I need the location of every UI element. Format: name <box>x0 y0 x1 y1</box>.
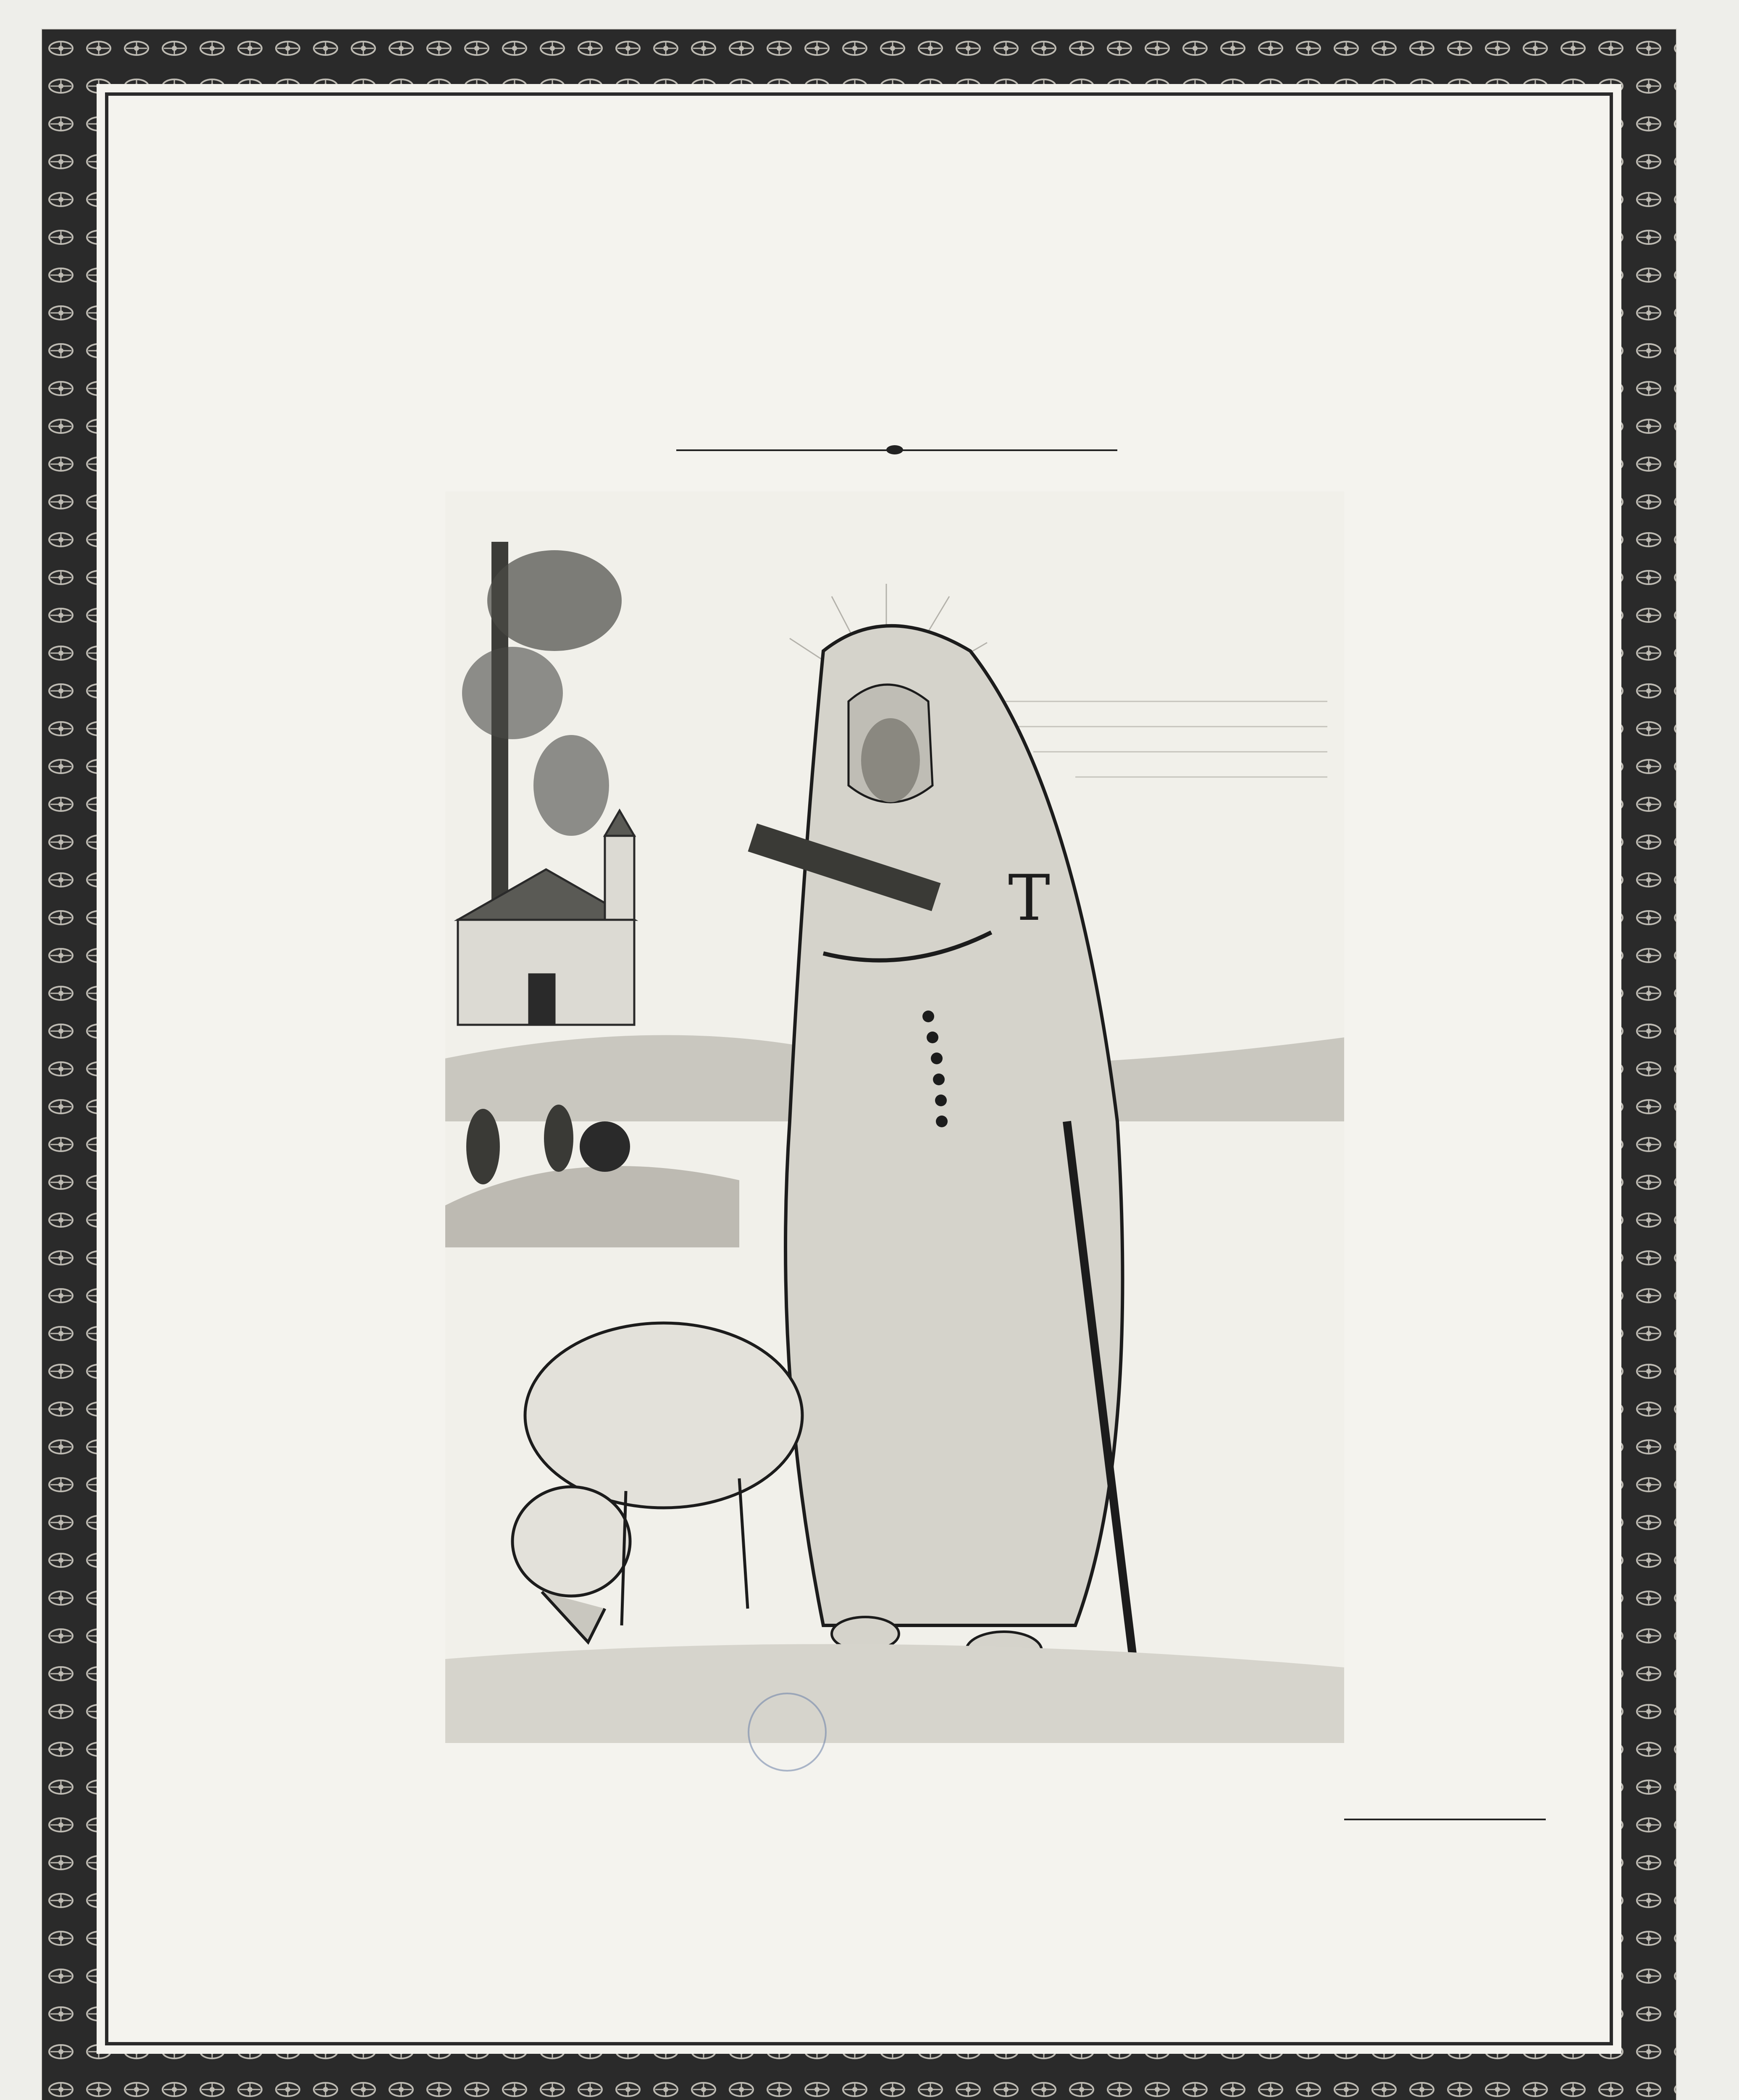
poster-sheet <box>42 29 1676 2100</box>
poster-content <box>118 105 1600 2033</box>
svg-text:T: T <box>1008 862 1051 935</box>
title-divider <box>676 449 1117 454</box>
cantico-column <box>139 479 433 496</box>
goigts-column <box>1298 475 1584 491</box>
oraison-block <box>420 1756 1369 1777</box>
saint-antoine-engraving <box>445 491 1344 1743</box>
right-divider <box>1344 1819 1546 1824</box>
